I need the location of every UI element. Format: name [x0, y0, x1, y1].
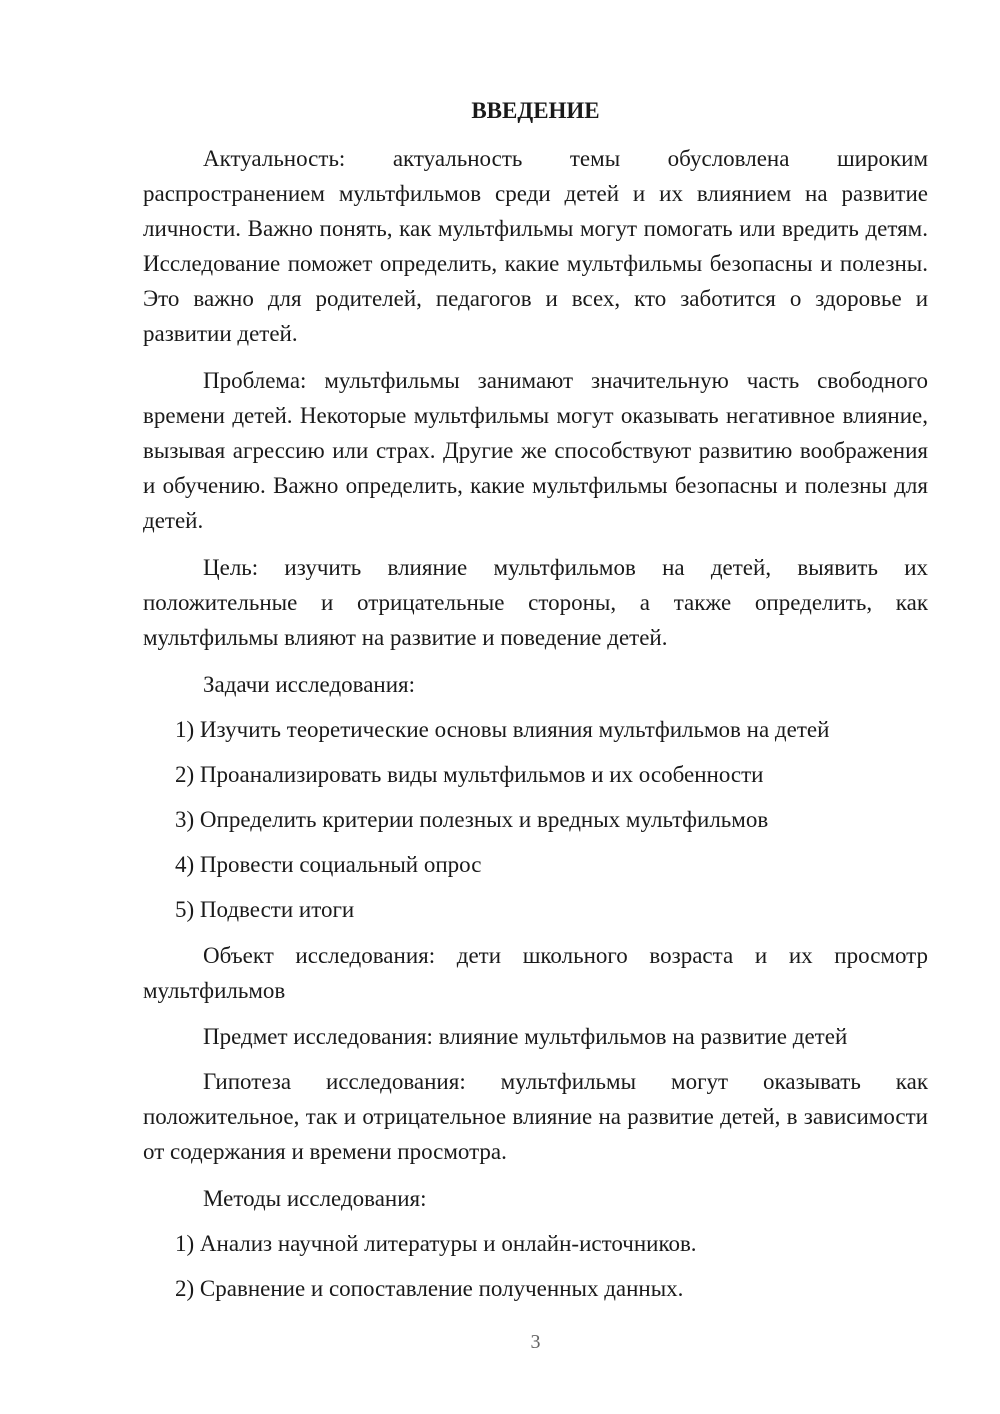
goal-paragraph: Цель: изучить влияние мультфильмов на детей, выявить их положительные и отрицательные стороны, а также определить, как мультфильмы влияют на развитие и поведение детей. — [143, 555, 928, 650]
problem-paragraph: Проблема: мультфильмы занимают значительную часть свободного времени детей. Некоторые мультфильмы могут оказывать негативное влияние, вызывая агрессию или страх. Другие же способствуют развитию воображения и обучению. Важно определить, какие мультфильмы безопасны и полезны для детей. — [143, 368, 928, 533]
document-page — [143, 0, 928, 1414]
subject-paragraph: Предмет исследования: влияние мультфильмов на развитие детей — [203, 1024, 848, 1049]
relevance-paragraph: Актуальность: актуальность темы обусловлена широким распространением мультфильмов среди детей и их влиянием на развитие личности. Важно понять, как мультфильмы могут помогать или вредить детям. Исследование поможет определить, какие мультфильмы безопасны и полезны. Это важно для родителей, педагогов и всех, кто заботится о здоровье и развитии детей. — [143, 146, 928, 346]
task-item-3: 3) Определить критерии полезных и вредных мультфильмов — [175, 807, 769, 832]
task-item-4: 4) Провести социальный опрос — [175, 852, 482, 877]
task-item-2: 2) Проанализировать виды мультфильмов и их особенности — [175, 762, 764, 787]
methods-label: Методы исследования: — [203, 1186, 427, 1211]
tasks-label: Задачи исследования: — [203, 672, 416, 697]
task-item-1: 1) Изучить теоретические основы влияния мультфильмов на детей — [175, 717, 830, 742]
task-item-5: 5) Подвести итоги — [175, 897, 355, 922]
method-item-1: 1) Анализ научной литературы и онлайн-источников. — [175, 1231, 697, 1256]
hypothesis-paragraph: Гипотеза исследования: мультфильмы могут оказывать как положительное, так и отрицательное влияние на развитие детей, в зависимости от содержания и времени просмотра. — [143, 1069, 928, 1164]
method-item-2: 2) Сравнение и сопоставление полученных данных. — [175, 1276, 684, 1301]
object-paragraph: Объект исследования: дети школьного возраста и их просмотр мультфильмов — [143, 943, 928, 1003]
page-title: ВВЕДЕНИЕ — [471, 98, 600, 123]
page-number: 3 — [530, 1331, 541, 1353]
